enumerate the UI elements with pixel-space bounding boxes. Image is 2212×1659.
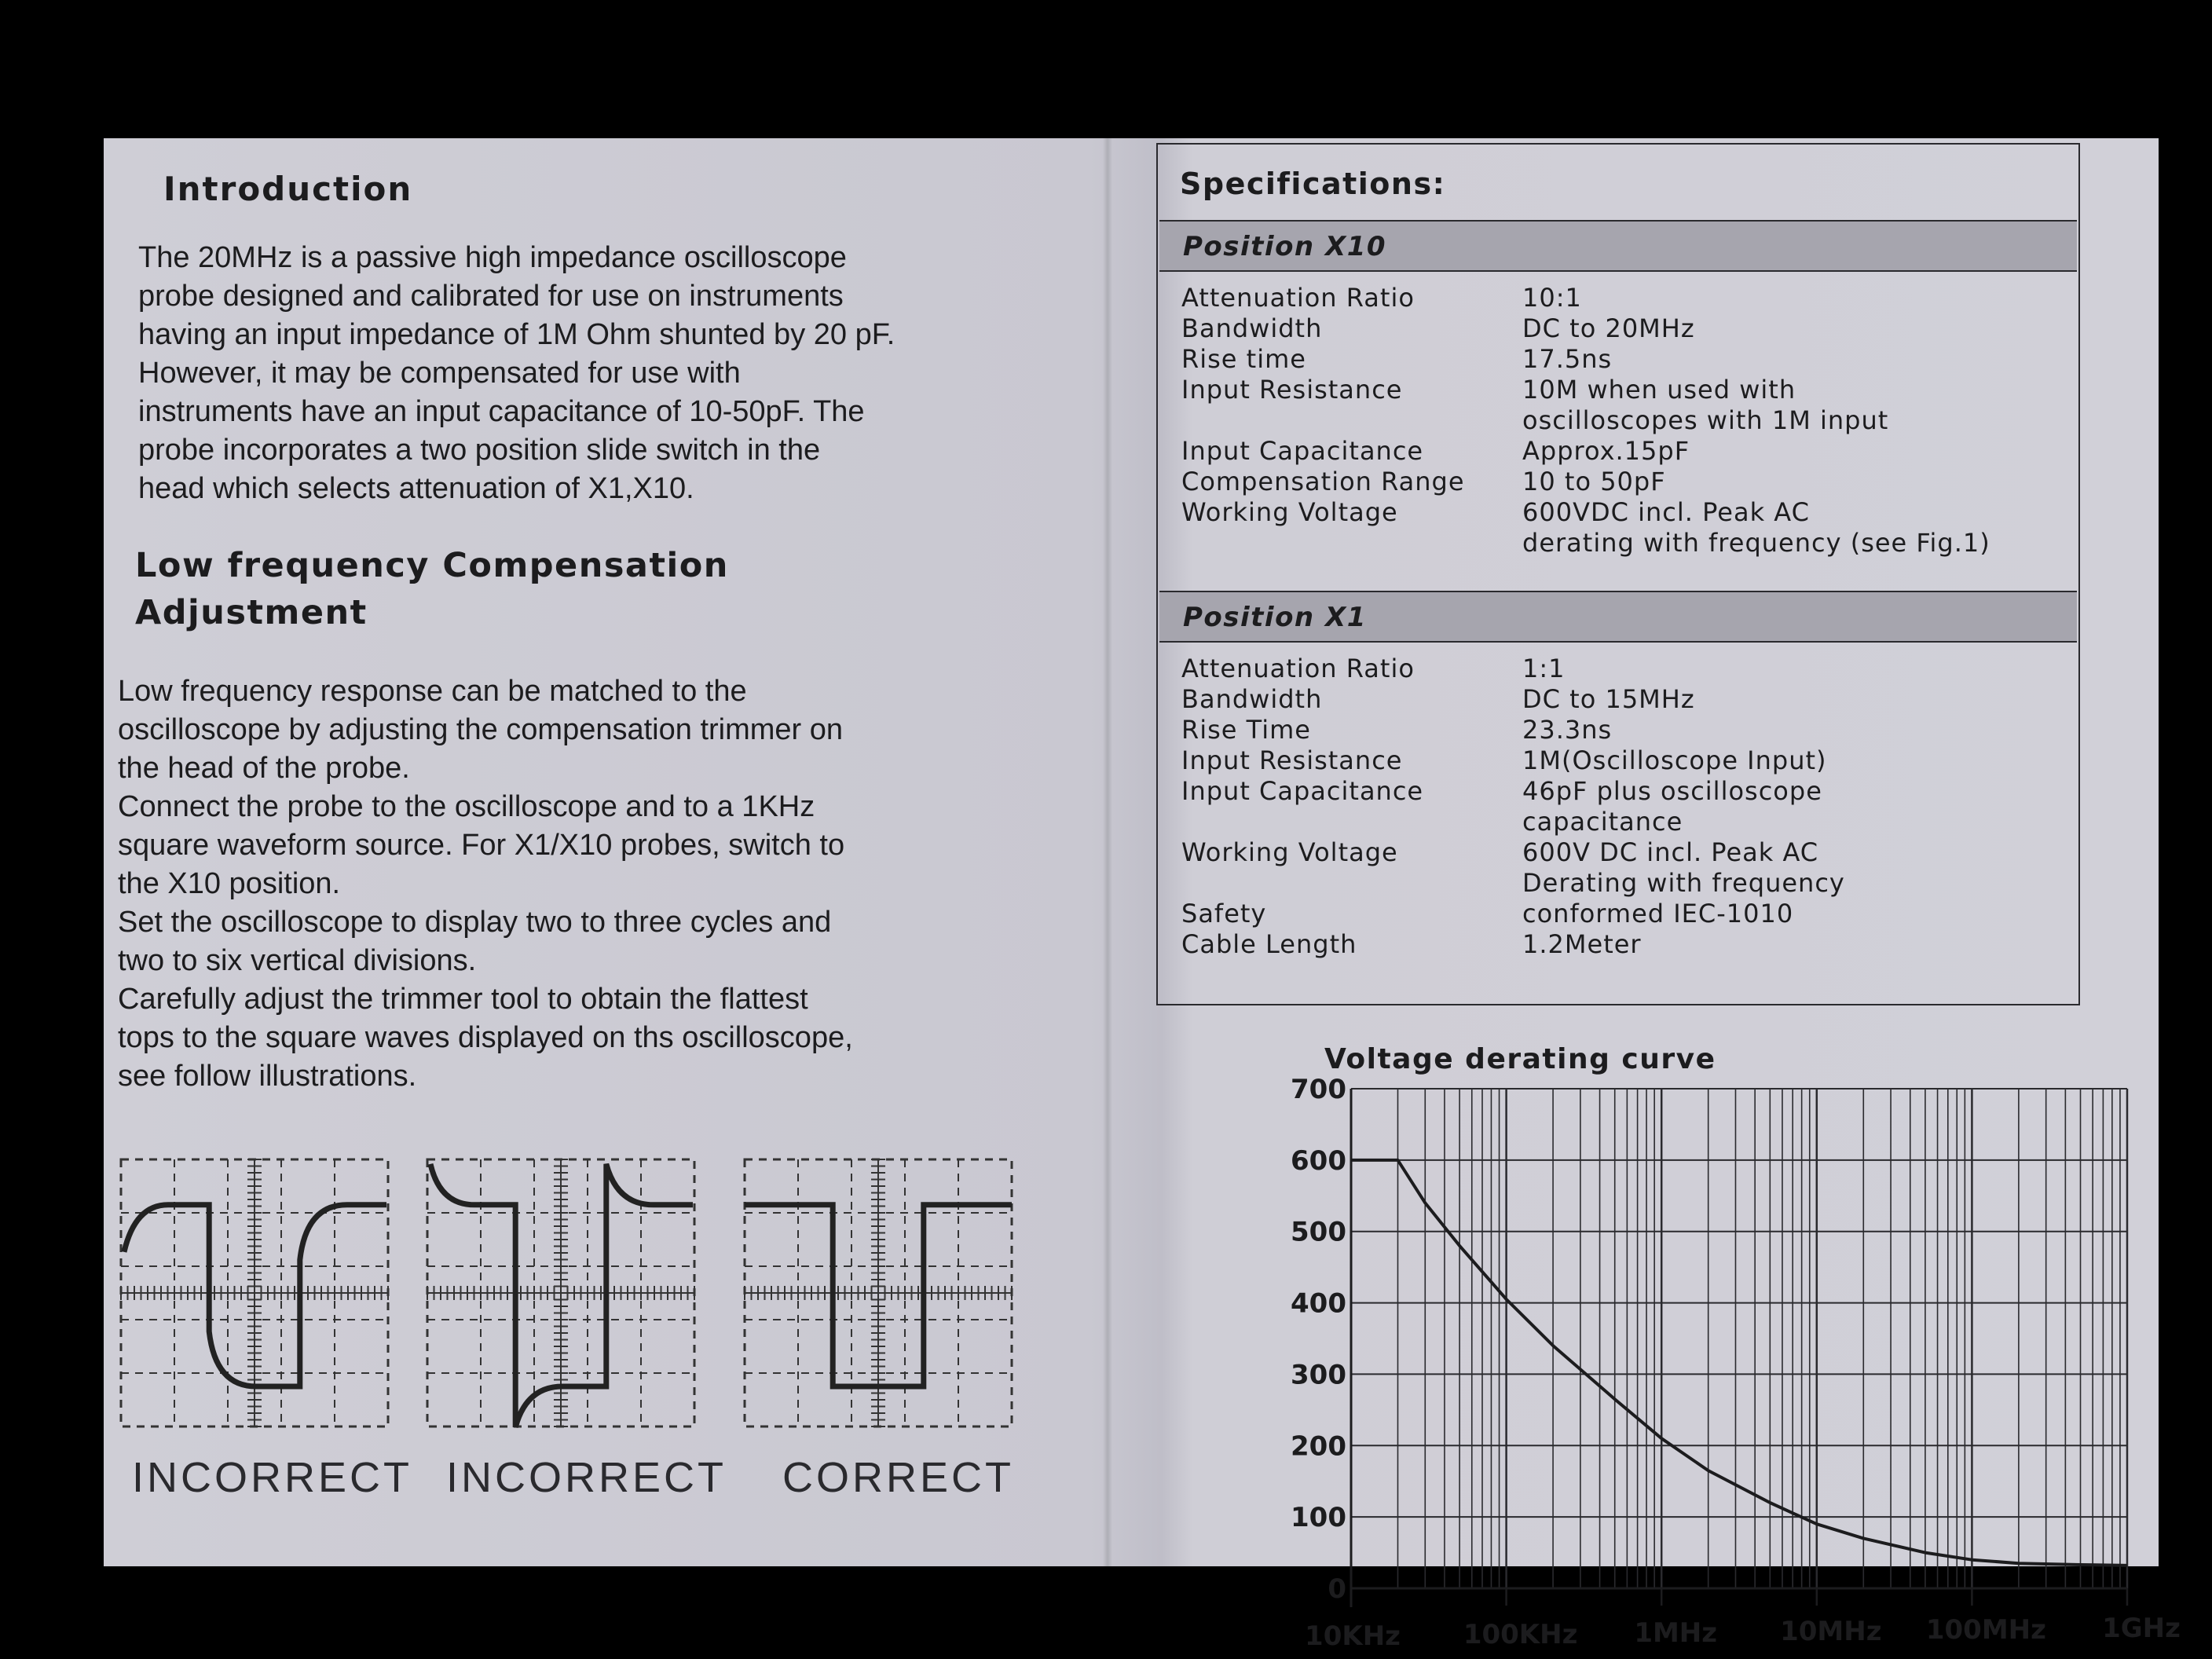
y-tick-label: 400 xyxy=(1291,1287,1346,1320)
spec-value-line: 46pF plus oscilloscope xyxy=(1522,776,1822,806)
spec-value xyxy=(1522,715,1612,745)
position-x1-heading: Position X1 xyxy=(1183,602,1367,633)
spec-value xyxy=(1522,654,1566,684)
left-page xyxy=(104,138,1103,1566)
y-tick-label: 500 xyxy=(1291,1216,1346,1248)
spec-value xyxy=(1522,929,1642,960)
low-line: tops to the square waves displayed on ths oscilloscope, xyxy=(118,1021,853,1054)
spec-row xyxy=(1181,313,1990,344)
intro-heading: Introduction xyxy=(163,170,413,208)
spec-row xyxy=(1181,929,1845,960)
low-line: two to six vertical divisions. xyxy=(118,944,477,977)
spec-value-line: 23.3ns xyxy=(1522,715,1613,745)
spec-value-line: 10 to 50pF xyxy=(1522,467,1666,496)
intro-line: instruments have an input capacitance of 10-50pF. The xyxy=(138,395,865,428)
y-tick-label: 700 xyxy=(1291,1074,1346,1105)
low-line: Carefully adjust the trimmer tool to obtain the flattest xyxy=(118,983,808,1016)
intro-line: head which selects attenuation of X1,X10. xyxy=(138,472,694,505)
spec-value-line: DC to 15MHz xyxy=(1522,684,1695,714)
spec-label: Safety xyxy=(1181,899,1267,928)
compensation-illustrations xyxy=(116,1159,1090,1442)
spec-value xyxy=(1522,745,1827,776)
spec-row xyxy=(1181,837,1845,899)
intro-line: having an input impedance of 1M Ohm shunted by 20 pF. xyxy=(138,318,895,351)
page-fold xyxy=(1103,138,1112,1566)
spec-value-line: oscilloscopes with 1M input xyxy=(1522,405,1889,435)
spec-label: Attenuation Ratio xyxy=(1181,654,1415,683)
y-tick-label: 600 xyxy=(1291,1144,1346,1177)
specifications-box xyxy=(1156,143,2080,1005)
spec-label: Working Voltage xyxy=(1181,837,1398,867)
spec-value-line: 600V DC incl. Peak AC xyxy=(1522,837,1819,867)
spec-value xyxy=(1522,899,1793,929)
spec-value-line: 10:1 xyxy=(1522,283,1582,313)
low-line: the head of the probe. xyxy=(118,752,410,785)
scope-screen-under-compensated xyxy=(121,1159,388,1426)
specifications-title: Specifications: xyxy=(1180,167,1446,201)
spec-label: Rise Time xyxy=(1181,715,1311,745)
low-line: the X10 position. xyxy=(118,867,341,900)
low-frequency-paragraph xyxy=(118,672,1092,1096)
spec-value xyxy=(1522,375,1888,436)
x-tick-label: 100KHz xyxy=(1463,1619,1578,1650)
spec-value xyxy=(1522,344,1612,375)
spec-row xyxy=(1181,467,1990,497)
position-x1-band xyxy=(1159,591,2077,643)
illustration-label-incorrect: INCORRECT xyxy=(446,1454,727,1501)
heading-line: Adjustment xyxy=(135,593,368,632)
low-frequency-heading xyxy=(135,542,921,636)
intro-paragraph xyxy=(138,239,1081,508)
spec-label: Input Capacitance xyxy=(1181,436,1424,466)
derating-curve-line xyxy=(1351,1160,2127,1566)
spec-label: Cable Length xyxy=(1181,929,1357,959)
spec-value-line: Approx.15pF xyxy=(1522,436,1690,466)
scope-screen-over-compensated xyxy=(427,1159,694,1427)
spec-row xyxy=(1181,497,1990,558)
spec-label: Input Resistance xyxy=(1181,745,1403,775)
spec-label: Input Capacitance xyxy=(1181,776,1424,806)
intro-line: probe designed and calibrated for use on instruments xyxy=(138,280,844,313)
spec-value xyxy=(1522,837,1845,899)
spec-label: Attenuation Ratio xyxy=(1181,283,1415,313)
chart-grid xyxy=(1351,1089,2127,1588)
spec-value xyxy=(1522,776,1822,837)
spec-value-line: capacitance xyxy=(1522,807,1683,837)
intro-line: probe incorporates a two position slide switch in the xyxy=(138,434,821,467)
spec-row xyxy=(1181,715,1845,745)
intro-line: However, it may be compensated for use with xyxy=(138,357,741,390)
intro-line: The 20MHz is a passive high impedance oscilloscope xyxy=(138,241,847,274)
x10-spec-table xyxy=(1181,283,1990,558)
scope-screen-correct xyxy=(745,1159,1012,1426)
position-x10-band xyxy=(1159,220,2077,272)
spec-label: Working Voltage xyxy=(1181,497,1398,527)
spec-value-line: 1M(Oscilloscope Input) xyxy=(1522,745,1827,775)
x1-spec-table xyxy=(1181,654,1845,960)
spec-label: Bandwidth xyxy=(1181,684,1323,714)
spec-value xyxy=(1522,467,1666,497)
spec-value-line: DC to 20MHz xyxy=(1522,313,1695,343)
x-tick-label: 10KHz xyxy=(1305,1621,1401,1652)
chart-title: Voltage derating curve xyxy=(1324,1043,1716,1075)
spec-value xyxy=(1522,283,1582,313)
spec-value-line: 1.2Meter xyxy=(1522,929,1642,959)
spec-row xyxy=(1181,283,1990,313)
y-tick-label: 100 xyxy=(1291,1502,1346,1534)
spec-value xyxy=(1522,313,1695,344)
low-line: Connect the probe to the oscilloscope and to a 1KHz xyxy=(118,790,815,823)
spec-value-line: Derating with frequency xyxy=(1522,868,1845,898)
position-x10-heading: Position X10 xyxy=(1183,231,1387,262)
spec-value-line: 10M when used with xyxy=(1522,375,1796,405)
spec-label: Bandwidth xyxy=(1181,313,1323,343)
low-line: oscilloscope by adjusting the compensation trimmer on xyxy=(118,713,844,746)
spec-row xyxy=(1181,684,1845,715)
y-tick-label: 200 xyxy=(1291,1430,1346,1463)
spec-value xyxy=(1522,497,1990,558)
illustration-label-incorrect: INCORRECT xyxy=(132,1454,412,1501)
spec-row xyxy=(1181,745,1845,776)
spec-row xyxy=(1181,654,1845,684)
low-line: Set the oscilloscope to display two to three cycles and xyxy=(118,906,832,939)
spec-row xyxy=(1181,436,1990,467)
voltage-derating-chart xyxy=(1112,1026,2181,1652)
spec-value xyxy=(1522,684,1695,715)
spec-value-line: conformed IEC-1010 xyxy=(1522,899,1794,928)
spec-row xyxy=(1181,344,1990,375)
spec-value-line: 1:1 xyxy=(1522,654,1566,683)
x-tick-label: 10MHz xyxy=(1780,1616,1882,1647)
spec-value xyxy=(1522,436,1690,467)
spec-value-line: 600VDC incl. Peak AC xyxy=(1522,497,1810,527)
spec-label: Input Resistance xyxy=(1181,375,1403,405)
x-tick-label: 1MHz xyxy=(1634,1617,1718,1649)
illustration-label-correct: CORRECT xyxy=(782,1454,1014,1501)
low-line: see follow illustrations. xyxy=(118,1060,417,1093)
low-line: Low frequency response can be matched to the xyxy=(118,675,747,708)
manual-spread xyxy=(104,138,2181,1652)
spec-label: Compensation Range xyxy=(1181,467,1465,496)
spec-value-line: derating with frequency (see Fig.1) xyxy=(1522,528,1990,558)
x-tick-label: 1GHz xyxy=(2102,1613,2181,1644)
y-tick-label: 300 xyxy=(1291,1359,1346,1391)
y-tick-label: 0 xyxy=(1328,1573,1346,1605)
spec-row xyxy=(1181,899,1845,929)
spec-row xyxy=(1181,375,1990,436)
low-line: square waveform source. For X1/X10 probes, switch to xyxy=(118,829,845,862)
spec-row xyxy=(1181,776,1845,837)
right-page xyxy=(1112,138,2181,1652)
x-tick-label: 100MHz xyxy=(1925,1614,2046,1646)
spec-value-line: 17.5ns xyxy=(1522,344,1613,374)
heading-line: Low frequency Compensation xyxy=(135,546,729,585)
spec-label: Rise time xyxy=(1181,344,1306,374)
